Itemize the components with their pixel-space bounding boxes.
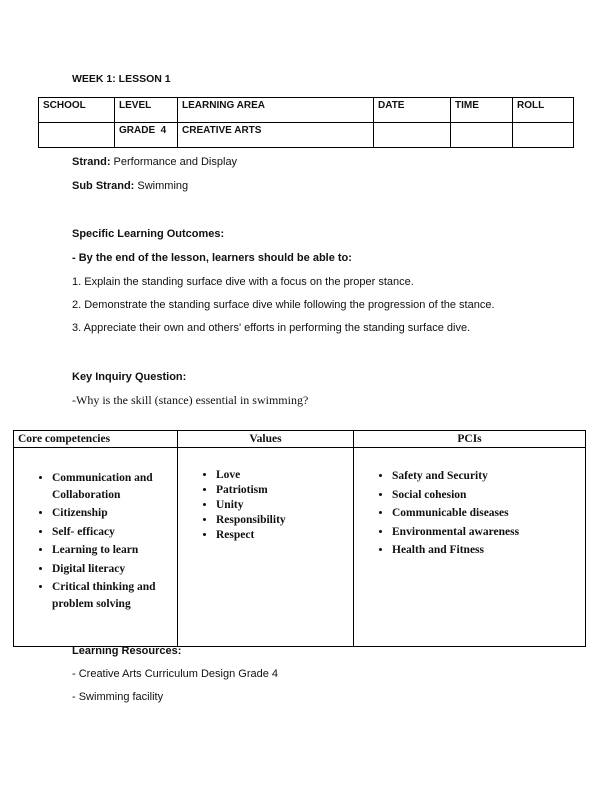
outcome-item-2: 2. Demonstrate the standing surface dive while following the progression of the stance. bbox=[72, 299, 495, 311]
list-item: • Self- efficacy bbox=[52, 524, 173, 541]
list-item: • Safety and Security bbox=[392, 468, 542, 485]
info-table-header-row bbox=[39, 98, 574, 123]
pcis-list bbox=[358, 468, 522, 559]
strand-value: Performance and Display bbox=[110, 156, 238, 168]
value-date bbox=[374, 123, 451, 148]
values-cell bbox=[178, 448, 354, 647]
competency-table-header-row bbox=[14, 431, 586, 448]
header-pcis: PCIs bbox=[354, 431, 586, 448]
outcome-item-3: 3. Appreciate their own and others' efforts in performing the standing surface dive. bbox=[72, 322, 471, 334]
lesson-info-table bbox=[38, 97, 574, 148]
list-item: • Digital literacy bbox=[52, 561, 173, 578]
resource-item-2: - Swimming facility bbox=[72, 691, 164, 703]
list-item: • Responsibility bbox=[216, 513, 349, 528]
list-item: • Communication and Collaboration bbox=[52, 470, 173, 503]
header-date: DATE bbox=[374, 98, 451, 123]
inquiry-question: -Why is the skill (stance) essential in swimming? bbox=[72, 393, 309, 407]
core-competencies-list bbox=[18, 470, 173, 612]
strand-label: Strand: bbox=[72, 156, 111, 168]
sub-strand-label: Sub Strand: bbox=[72, 180, 135, 192]
list-item: • Critical thinking and problem solving bbox=[52, 579, 173, 612]
list-item: • Environmental awareness bbox=[392, 524, 522, 541]
resources-heading: Learning Resources: bbox=[72, 645, 182, 657]
inquiry-heading: Key Inquiry Question: bbox=[72, 371, 187, 383]
list-item: • Communicable diseases bbox=[392, 505, 522, 522]
header-roll: ROLL bbox=[513, 98, 574, 123]
strand-line bbox=[72, 156, 237, 168]
sub-strand-line bbox=[72, 180, 188, 192]
value-school bbox=[39, 123, 115, 148]
header-core-competencies: Core competencies bbox=[14, 431, 178, 448]
lesson-title: WEEK 1: LESSON 1 bbox=[72, 73, 171, 85]
header-school: SCHOOL bbox=[39, 98, 115, 123]
header-learning-area: LEARNING AREA bbox=[178, 98, 374, 123]
core-competencies-cell bbox=[14, 448, 178, 647]
pcis-cell bbox=[354, 448, 586, 647]
list-item: • Social cohesion bbox=[392, 487, 522, 504]
value-time bbox=[451, 123, 513, 148]
value-level: GRADE 4 bbox=[115, 123, 178, 148]
competency-table-body-row bbox=[14, 448, 586, 647]
list-item: • Unity bbox=[216, 498, 349, 513]
resource-item-1: - Creative Arts Curriculum Design Grade 4 bbox=[72, 668, 279, 680]
competency-table bbox=[13, 430, 586, 647]
header-values: Values bbox=[178, 431, 354, 448]
outcomes-heading: Specific Learning Outcomes: bbox=[72, 228, 225, 240]
sub-strand-value: Swimming bbox=[134, 180, 189, 192]
outcomes-intro: - By the end of the lesson, learners should be able to: bbox=[72, 252, 352, 264]
list-item: • Learning to learn bbox=[52, 542, 173, 559]
list-item: • Respect bbox=[216, 528, 349, 543]
values-list bbox=[182, 468, 349, 543]
info-table-value-row bbox=[39, 123, 574, 148]
header-time: TIME bbox=[451, 98, 513, 123]
outcome-item-1: 1. Explain the standing surface dive with a focus on the proper stance. bbox=[72, 276, 414, 288]
list-item: • Patriotism bbox=[216, 483, 349, 498]
list-item: • Citizenship bbox=[52, 505, 173, 522]
list-item: • Love bbox=[216, 468, 349, 483]
value-learning-area: CREATIVE ARTS bbox=[178, 123, 374, 148]
list-item: • Health and Fitness bbox=[392, 542, 542, 559]
value-roll bbox=[513, 123, 574, 148]
header-level: LEVEL bbox=[115, 98, 178, 123]
